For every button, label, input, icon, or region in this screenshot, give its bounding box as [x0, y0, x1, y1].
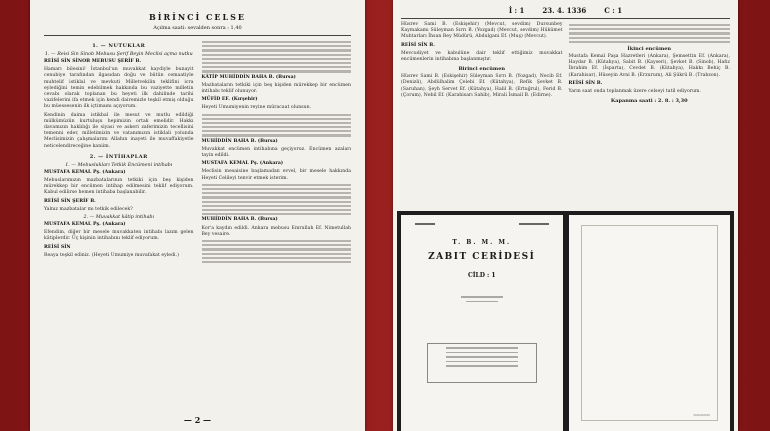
- page-footer-mark: ▭▭▭▭▭: [693, 413, 710, 417]
- cover-heading: ZABIT CERİDESİ: [428, 252, 536, 262]
- paragraph: [202, 217, 352, 223]
- volume-number: C : 1: [604, 6, 623, 15]
- speaker-name: MUSTAFA KEMAL Pş. (Ankara): [44, 222, 126, 228]
- toc-line: [446, 352, 518, 354]
- text-lines: [202, 240, 352, 263]
- paragraph: [569, 81, 731, 87]
- speaker-name: REİSİ SİN SİNOB MEBUSU ŞERİF B.: [44, 59, 142, 64]
- speaker-name: MÜFİD EF. (Kırşehir): [201, 97, 258, 103]
- paragraph: Meclisin mesaisine başlamadan evvel, bir mesele hakkında Heyeti Celileyi tenvir etmek isterim.: [201, 169, 351, 181]
- text-lines: [202, 114, 352, 137]
- cover-title: T. B. M. M.: [452, 239, 512, 246]
- two-column-body: [44, 39, 351, 265]
- toc-line: [446, 347, 518, 349]
- paragraph: [44, 222, 194, 228]
- text-lines: [202, 184, 352, 216]
- session-subtitle: Açılma saati: sevalden sonra : 1,40: [153, 25, 242, 31]
- committee-heading: Birinci encümen: [458, 66, 506, 73]
- paragraph: Hüsrev Sami B. (Eskişehir) Süleyman Sırrı B. (Yozgad), Necib Ef. (Denizli), Abdülhalim Çelebi Ef. (Kütahya), Refik Şevket B. (Saruhan), Şeyh Servet Ef. (Kütahya), Halil B. (Ertuğrul), Ferid B. (Çorum), Nebil Ef. (Karahisarı Sahib), Mirali İsmail B. (Edirne).: [401, 74, 563, 98]
- cover-page: [401, 215, 563, 431]
- paragraph: Yarın saat onda toplanmak üzere celseyi tatil ediyorum.: [568, 88, 701, 94]
- paragraph: Efendim, diğer bir mesele muvakkaten intihabı lazım gelen kâtiplerdir. Üç kişinin intihabını teklif ediyorum.: [44, 230, 194, 242]
- issue-header: [401, 6, 730, 15]
- section-heading: 1. — NUTUKLAR: [92, 43, 146, 49]
- page-title: BİRİNCİ CELSE: [148, 12, 247, 22]
- cover-volume: CİLD : 1: [467, 272, 496, 279]
- paragraph: [202, 97, 352, 103]
- blank-page: [569, 215, 731, 431]
- paragraph: Hüsrev Sami B. (Eskişehir) (Mevcut, sevdim) Dursunbey Kaymakamı Süleyman Sırrı B. (Yozgad) (Mevcut, sevdim) Hükümet Muhtarları İhsan Bey Müdürü, Abdulgani Ef. (Muş) (Mevcut).: [401, 22, 563, 40]
- cover-header-lines: [415, 223, 549, 225]
- divider: [401, 18, 730, 19]
- closing-time: Kapanma saati : 2. 8. : 3,30: [610, 98, 688, 105]
- paragraph: [44, 245, 194, 251]
- item-heading: 2. — Muvakkat kâtip intihabı: [83, 215, 155, 221]
- toc-line: [446, 365, 518, 367]
- paragraph: [44, 199, 194, 205]
- text-lines: [202, 41, 352, 73]
- right-page: [393, 0, 738, 431]
- paragraph: Mevcudiyet ve kabulüne dair teklif ettiğimiz muvakkat encümenlerin intihabına başlanmıştır.: [401, 50, 563, 63]
- paragraph: Kendinin daima istikbal ile mesut ve mutlu edildiği mülkümüzün kurtuluşu hepimizin ortak emelidir. Hakkı davamızın haklılığı ile siyasi ve askeri zaferimizin tecellisini temenni eder, milletimizin ve vatanımızın istiklali yolunda Meclisimizin çalışmalarını Allahın inayeti ile muvaffakiyetle neticelendireceğine kaniim.: [44, 112, 194, 149]
- right-column: [202, 39, 352, 265]
- paragraph: Reaya teşkil ediniz. (Heyeti Umumiye muvafakat eyledi.): [44, 252, 179, 258]
- paragraph: Yalnız mazbatalar mı tetkik edilecek?: [44, 206, 133, 212]
- paragraph: Hamarı bilesini! İstanbul'un muvakkat kaydiyle bunayit cenubiye tarafından ilgasıdan doğu ve bütün cemaatiyle muhtelif istiklal ve mevkuti Milletvekilin teklifini icra eylediğini temin edebilmek hakkında bu vaziyette milletin cevabı olarak toplanan bu heyeti ilk dahilinde tarihi vazifelerini ifa etmek için kendi dairemizle teşkil etmiş olduğu bu müessesenin ilk içtimaını açıyorum.: [44, 67, 194, 110]
- issue-number: İ : 1: [508, 6, 525, 15]
- toc-line: [461, 296, 503, 298]
- paragraph: Mustafa Kemal Paşa Hazretleri (Ankara), Şemsettin Ef. (Ankara), Haydar B. (Kütahya), Sabit B. (Kayseri), Şevket B. (Sinob), Hafız İbrahim Ef. (İsparta), Cevdet B. (Kütahya), Hakkı Behiç B. (Karahisar), Hüseyin Avni B. (Erzurum), Ali Şükrü B. (Trabzon).: [568, 53, 730, 78]
- divider: [44, 35, 351, 36]
- toc-line: [446, 356, 518, 358]
- speaker-name: REİSİ SİN ŞERİF B.: [44, 198, 96, 204]
- left-page: [30, 0, 365, 431]
- speaker-name: MUSTAFA KEMAL Pş. (Ankara): [201, 161, 284, 167]
- two-column-body: [401, 22, 730, 106]
- section-heading: 2. — İNTİHAPLAR: [89, 153, 148, 160]
- item-heading: 1. — Mebuslukları Tetkik Encümeni intihabı: [65, 162, 173, 168]
- paragraph: [202, 161, 352, 167]
- page-number: — 2 —: [183, 415, 212, 425]
- paragraph: Mebuslarımızın mazbatalarının tetkiki için beş kişiden mürekkep bir encümen intihap edilmesini teklif ediyorum. Kabul edilirse hemen intihaba başlanabilir.: [44, 178, 194, 196]
- paragraph: [202, 75, 352, 81]
- inset-photos: [397, 211, 734, 431]
- paragraph: Kor'a kaydın edildi. Ankara mebusu Emrullah Ef. Nimetullah Bey vesaire.: [201, 225, 351, 237]
- speaker-name: REİSİ SİN B.: [568, 80, 603, 86]
- issue-date: 23. 4. 1336: [542, 6, 587, 15]
- text-lines: [569, 24, 731, 43]
- paragraph: [44, 59, 194, 65]
- speaker-name: KÂTİP MUHİDDİN BAHA B. (Bursa): [201, 74, 296, 80]
- left-column: [401, 22, 563, 106]
- paragraph: [202, 139, 352, 145]
- speaker-name: MUSTAFA KEMAL Pş. (Ankara): [44, 169, 126, 175]
- right-column: [569, 22, 731, 106]
- speaker-name: REİSİ SİN B.: [401, 42, 435, 48]
- page-frame: [581, 225, 719, 421]
- speaker-name: REİSİ SİN: [44, 244, 71, 250]
- speaker-name: MUHİDDİN BAHA B. (Bursa): [201, 138, 278, 144]
- item-heading: 1. — Reisi Sin Sinob Mebusu Şerif Beyin Meclisi açma nutku: [44, 52, 193, 57]
- paragraph: [401, 43, 563, 49]
- committee-heading: İkinci encümen: [627, 45, 672, 52]
- table-of-contents: [427, 343, 537, 383]
- left-column: [44, 39, 194, 265]
- paragraph: Muvakkat encümen intihabına geçiyoruz. Encümen azaları tayin edildi.: [201, 146, 351, 159]
- speaker-name: MUHİDDİN BAHA B. (Bursa): [201, 217, 278, 223]
- toc-line: [446, 361, 518, 363]
- paragraph: Heyeti Umumiyenin reyine müracaat olunsun.: [201, 105, 312, 111]
- toc-line: [466, 301, 498, 303]
- paragraph: [44, 170, 194, 176]
- paragraph: Mazbataların tetkiki için beş kişiden mürekkep bir encümen intihabı teklif olunuyor.: [201, 82, 351, 94]
